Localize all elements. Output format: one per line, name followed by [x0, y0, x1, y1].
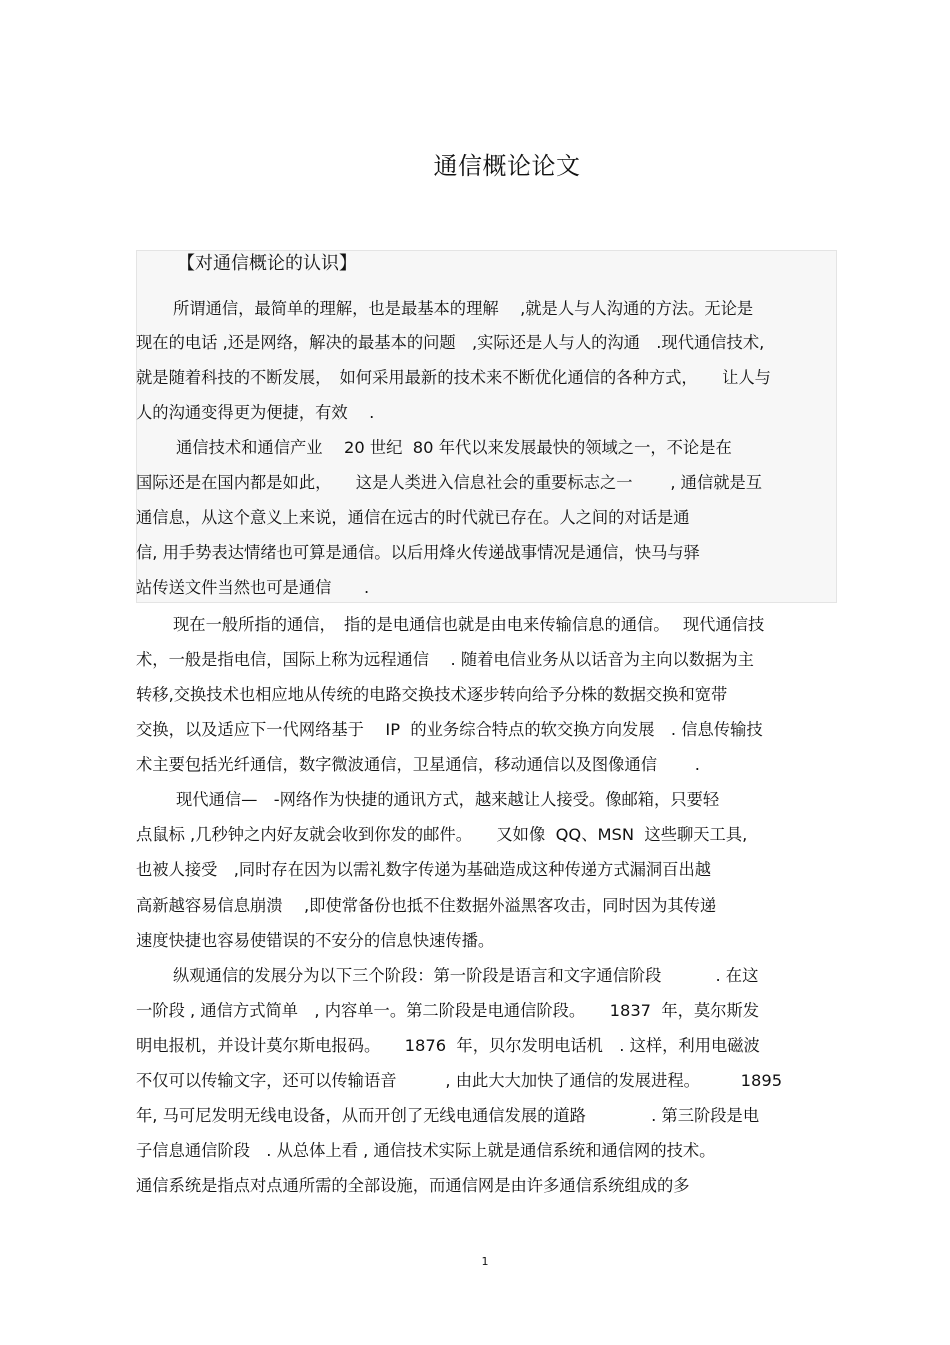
- text-line: 术主要包括光纤通信，数字微波通信，卫星通信，移动通信以及图像通信 .: [136, 755, 700, 774]
- text-line: 通信系统是指点对点通所需的全部设施，而通信网是由许多通信系统组成的多: [136, 1176, 690, 1195]
- text-line: 信, 用手势表达情绪也可算是通信。以后用烽火传递战事情况是通信，快马与驿: [136, 543, 700, 562]
- text-line: 明电报机，并设计莫尔斯电报码。 1876 年，贝尔发明电话机 . 这样，利用电磁波: [136, 1036, 760, 1055]
- text-line: 不仅可以传输文字，还可以传输语音 , 由此大大加快了通信的发展进程。 1895: [136, 1071, 783, 1090]
- text-line: 现在的电话 ,还是网络，解决的最基本的问题 ,实际还是人与人的沟通 .现代通信技术,: [136, 333, 765, 352]
- text-line: 通信息，从这个意义上来说，通信在远古的时代就已存在。人之间的对话是通: [136, 508, 690, 527]
- text-line: 站传送文件当然也可是通信 .: [136, 578, 370, 597]
- text-line: 纵观通信的发展分为以下三个阶段：第一阶段是语言和文字通信阶段 . 在这: [173, 966, 759, 985]
- text-line: 交换，以及适应下一代网络基于 IP 的业务综合特点的软交换方向发展 . 信息传输技: [136, 720, 763, 739]
- page-number: 1: [481, 1255, 489, 1268]
- text-line: 子信息通信阶段 . 从总体上看 , 通信技术实际上就是通信系统和通信网的技术。: [136, 1141, 716, 1160]
- text-line: 速度快捷也容易使错误的不安分的信息快速传播。: [136, 931, 495, 950]
- text-line: 高新越容易信息崩溃 ,即使常备份也抵不住数据外溢黑客攻击，同时因为其传递: [136, 896, 717, 915]
- text-line: 年, 马可尼发明无线电设备，从而开创了无线电通信发展的道路 . 第三阶段是电: [136, 1106, 760, 1125]
- text-line: 就是随着科技的不断发展， 如何采用最新的技术来不断优化通信的各种方式， 让人与: [136, 368, 771, 387]
- text-line: 现代通信— -网络作为快捷的通讯方式，越来越让人接受。像邮箱，只要轻: [176, 790, 720, 809]
- text-line: 国际还是在国内都是如此， 这是人类进入信息社会的重要标志之一 , 通信就是互: [136, 473, 763, 492]
- section-heading: 【对通信概论的认识】: [177, 253, 357, 274]
- text-line: 现在一般所指的通信， 指的是电通信也就是由电来传输信息的通信。 现代通信技: [173, 615, 765, 634]
- text-line: 术，一般是指电信，国际上称为远程通信 . 随着电信业务从以话音为主向以数据为主: [136, 650, 754, 669]
- text-line: 通信技术和通信产业 20 世纪 80 年代以来发展最快的领域之一，不论是在: [176, 438, 732, 457]
- text-line: 一阶段 , 通信方式简单 , 内容单一。第二阶段是电通信阶段。 1837 年，莫尔斯发: [136, 1001, 760, 1020]
- text-line: 点鼠标 ,几秒钟之内好友就会收到你发的邮件。 又如像 QQ、MSN 这些聊天工具,: [136, 825, 748, 844]
- document-title: 通信概论论文: [433, 152, 581, 180]
- text-line: 转移,交换技术也相应地从传统的电路交换技术逐步转向给予分株的数据交换和宽带: [136, 685, 728, 704]
- text-line: 也被人接受 ,同时存在因为以需礼数字传递为基础造成这种传递方式漏洞百出越: [136, 860, 712, 879]
- text-line: 所谓通信，最简单的理解，也是最基本的理解 ,就是人与人沟通的方法。无论是: [173, 299, 754, 318]
- text-line: 人的沟通变得更为便捷，有效 .: [136, 403, 375, 422]
